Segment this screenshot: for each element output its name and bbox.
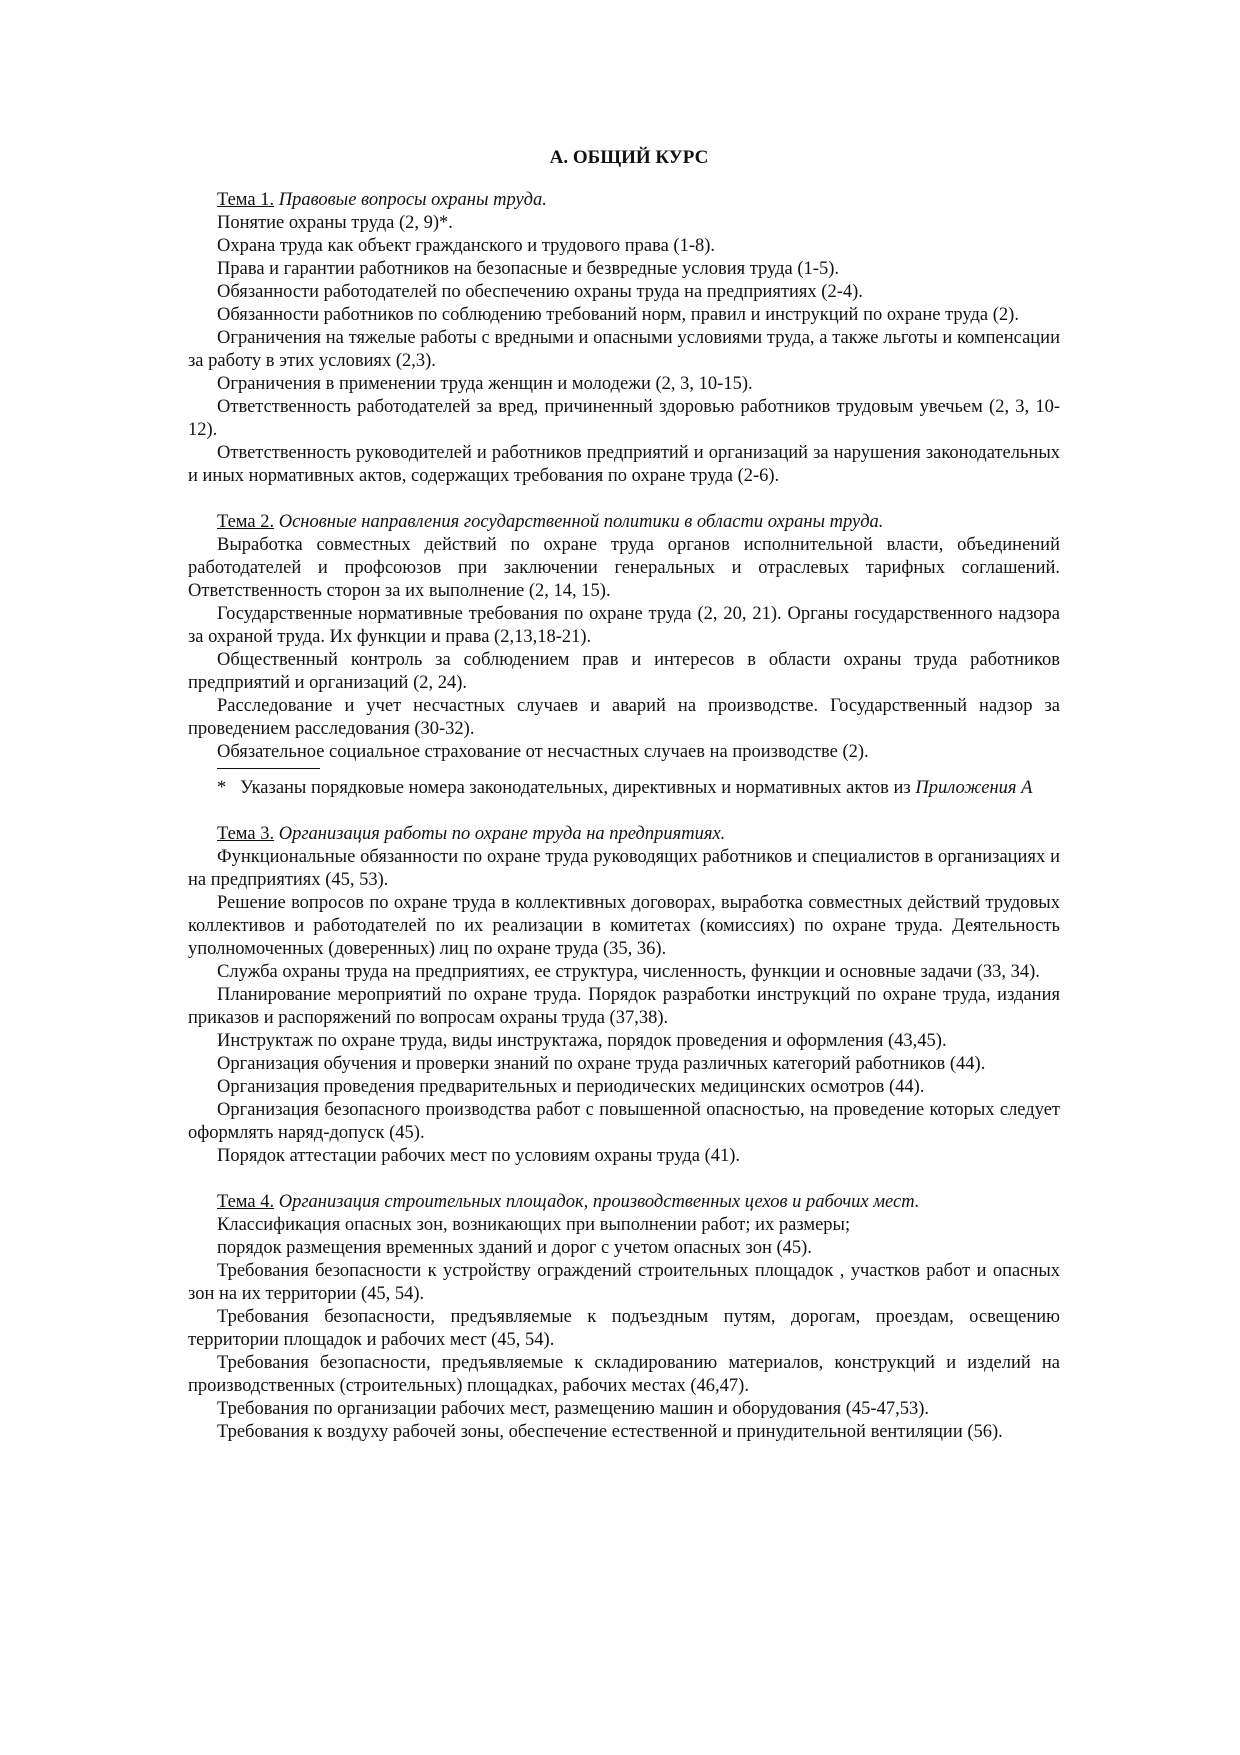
paragraph: Обязательное социальное страхование от несчастных случаев на производстве (2). xyxy=(217,742,869,762)
section-tema-2 xyxy=(188,511,1060,764)
section-heading xyxy=(188,1191,1060,1214)
paragraph: Требования безопасности, предъявляемые к подъездным путям, дорогам, проездам, освещению территории площадок и рабочих мест (45, 54). xyxy=(188,1307,1060,1350)
paragraph: Организация обучения и проверки знаний по охране труда различных категорий работников (44). xyxy=(217,1054,986,1074)
paragraph: Классификация опасных зон, возникающих при выполнении работ; их размеры; xyxy=(217,1215,851,1235)
paragraph: Охрана труда как объект гражданского и трудового права (1-8). xyxy=(217,236,716,256)
paragraph: Требования безопасности, предъявляемые к складированию материалов, конструкций и изделий на производственных (строительных) площадках, рабочих местах (46,47). xyxy=(188,1353,1060,1396)
paragraph: Права и гарантии работников на безопасные и безвредные условия труда (1-5). xyxy=(217,259,839,279)
document-title: А. ОБЩИЙ КУРС xyxy=(549,147,709,168)
paragraph: Планирование мероприятий по охране труда. Порядок разработки инструкций по охране труда, издания приказов и распоряжений по вопросам охраны труда (37,38). xyxy=(188,985,1060,1028)
document-page xyxy=(188,146,1060,1467)
paragraph: Обязанности работодателей по обеспечению охраны труда на предприятиях (2-4). xyxy=(217,282,863,302)
paragraph: Расследование и учет несчастных случаев и аварий на производстве. Государственный надзор за проведением расследования (30-32). xyxy=(188,696,1060,739)
paragraph: Служба охраны труда на предприятиях, ее структура, численность, функции и основные задачи (33, 34). xyxy=(217,962,1040,982)
paragraph: Ограничения в применении труда женщин и молодежи (2, 3, 10-15). xyxy=(217,374,753,394)
section-tema-1 xyxy=(188,189,1060,488)
footnote-mark: * xyxy=(217,778,227,798)
section-name: Организация строительных площадок, производственных цехов и рабочих мест. xyxy=(278,1192,920,1212)
paragraph: Выработка совместных действий по охране труда органов исполнительной власти, объединений работодателей и профсоюзов при заключении генеральных и отраслевых тарифных соглашений. Ответственность сторон за их выполнение (2, 14, 15). xyxy=(188,535,1060,601)
paragraph: Организация безопасного производства работ с повышенной опасностью, на проведение которых следует оформлять наряд-допуск (45). xyxy=(188,1100,1060,1143)
section-label: Тема 2. xyxy=(217,512,275,532)
paragraph: Решение вопросов по охране труда в коллективных договорах, выработка совместных действий трудовых коллективов и работодателей по их реализации в комитетах (комиссиях) по охране труда. Деятельность уполномоченных (доверенных) лиц по охране труда (35, 36). xyxy=(188,893,1060,959)
paragraph: Функциональные обязанности по охране труда руководящих работников и специалистов в организациях и на предприятиях (45, 53). xyxy=(188,847,1060,890)
footnote-body: Указаны порядковые номера законодательных, директивных и нормативных актов из xyxy=(240,778,911,798)
footnote-divider xyxy=(217,768,320,769)
paragraph: Общественный контроль за соблюдением прав и интересов в области охраны труда работников предприятий и организаций (2, 24). xyxy=(188,650,1060,693)
section-heading xyxy=(188,511,1060,534)
footnote-text xyxy=(188,777,1060,800)
paragraph: Ограничения на тяжелые работы с вредными и опасными условиями труда, а также льготы и компенсации за работу в этих условиях (2,3). xyxy=(188,328,1060,371)
section-tema-4 xyxy=(188,1191,1060,1444)
paragraph: Организация проведения предварительных и периодических медицинских осмотров (44). xyxy=(217,1077,925,1097)
paragraph: Понятие охраны труда (2, 9)*. xyxy=(217,213,453,233)
section-label: Тема 3. xyxy=(217,824,275,844)
section-label: Тема 4. xyxy=(217,1192,275,1212)
paragraph: Порядок аттестации рабочих мест по условиям охраны труда (41). xyxy=(217,1146,741,1166)
paragraph: Ответственность работодателей за вред, причиненный здоровью работников трудовым увечьем (2, 3, 10-12). xyxy=(188,397,1060,440)
paragraph: Государственные нормативные требования по охране труда (2, 20, 21). Органы государственного надзора за охраной труда. Их функции и права (2,13,18-21). xyxy=(188,604,1060,647)
section-heading xyxy=(188,189,1060,212)
section-name: Организация работы по охране труда на предприятиях. xyxy=(278,824,726,844)
section-tema-3 xyxy=(188,823,1060,1168)
footnote-ref: Приложения А xyxy=(915,778,1033,798)
footnote xyxy=(188,777,1060,800)
paragraph: Ответственность руководителей и работников предприятий и организаций за нарушения законодательных и иных нормативных актов, содержащих требования по охране труда (2-6). xyxy=(188,443,1060,486)
paragraph: Обязанности работников по соблюдению требований норм, правил и инструкций по охране труда (2). xyxy=(217,305,1019,325)
paragraph: Инструктаж по охране труда, виды инструктажа, порядок проведения и оформления (43,45). xyxy=(217,1031,947,1051)
paragraph: Требования безопасности к устройству ограждений строительных площадок , участков работ и опасных зон на их территории (45, 54). xyxy=(188,1261,1060,1304)
paragraph: Требования по организации рабочих мест, размещению машин и оборудования (45-47,53). xyxy=(217,1399,929,1419)
paragraph: Требования к воздуху рабочей зоны, обеспечение естественной и принудительной вентиляции (56). xyxy=(217,1422,1003,1442)
section-name: Правовые вопросы охраны труда. xyxy=(278,190,547,210)
paragraph: порядок размещения временных зданий и дорог с учетом опасных зон (45). xyxy=(217,1238,812,1258)
section-label: Тема 1. xyxy=(217,190,275,210)
section-name: Основные направления государственной политики в области охраны труда. xyxy=(278,512,884,532)
section-heading xyxy=(188,823,1060,846)
